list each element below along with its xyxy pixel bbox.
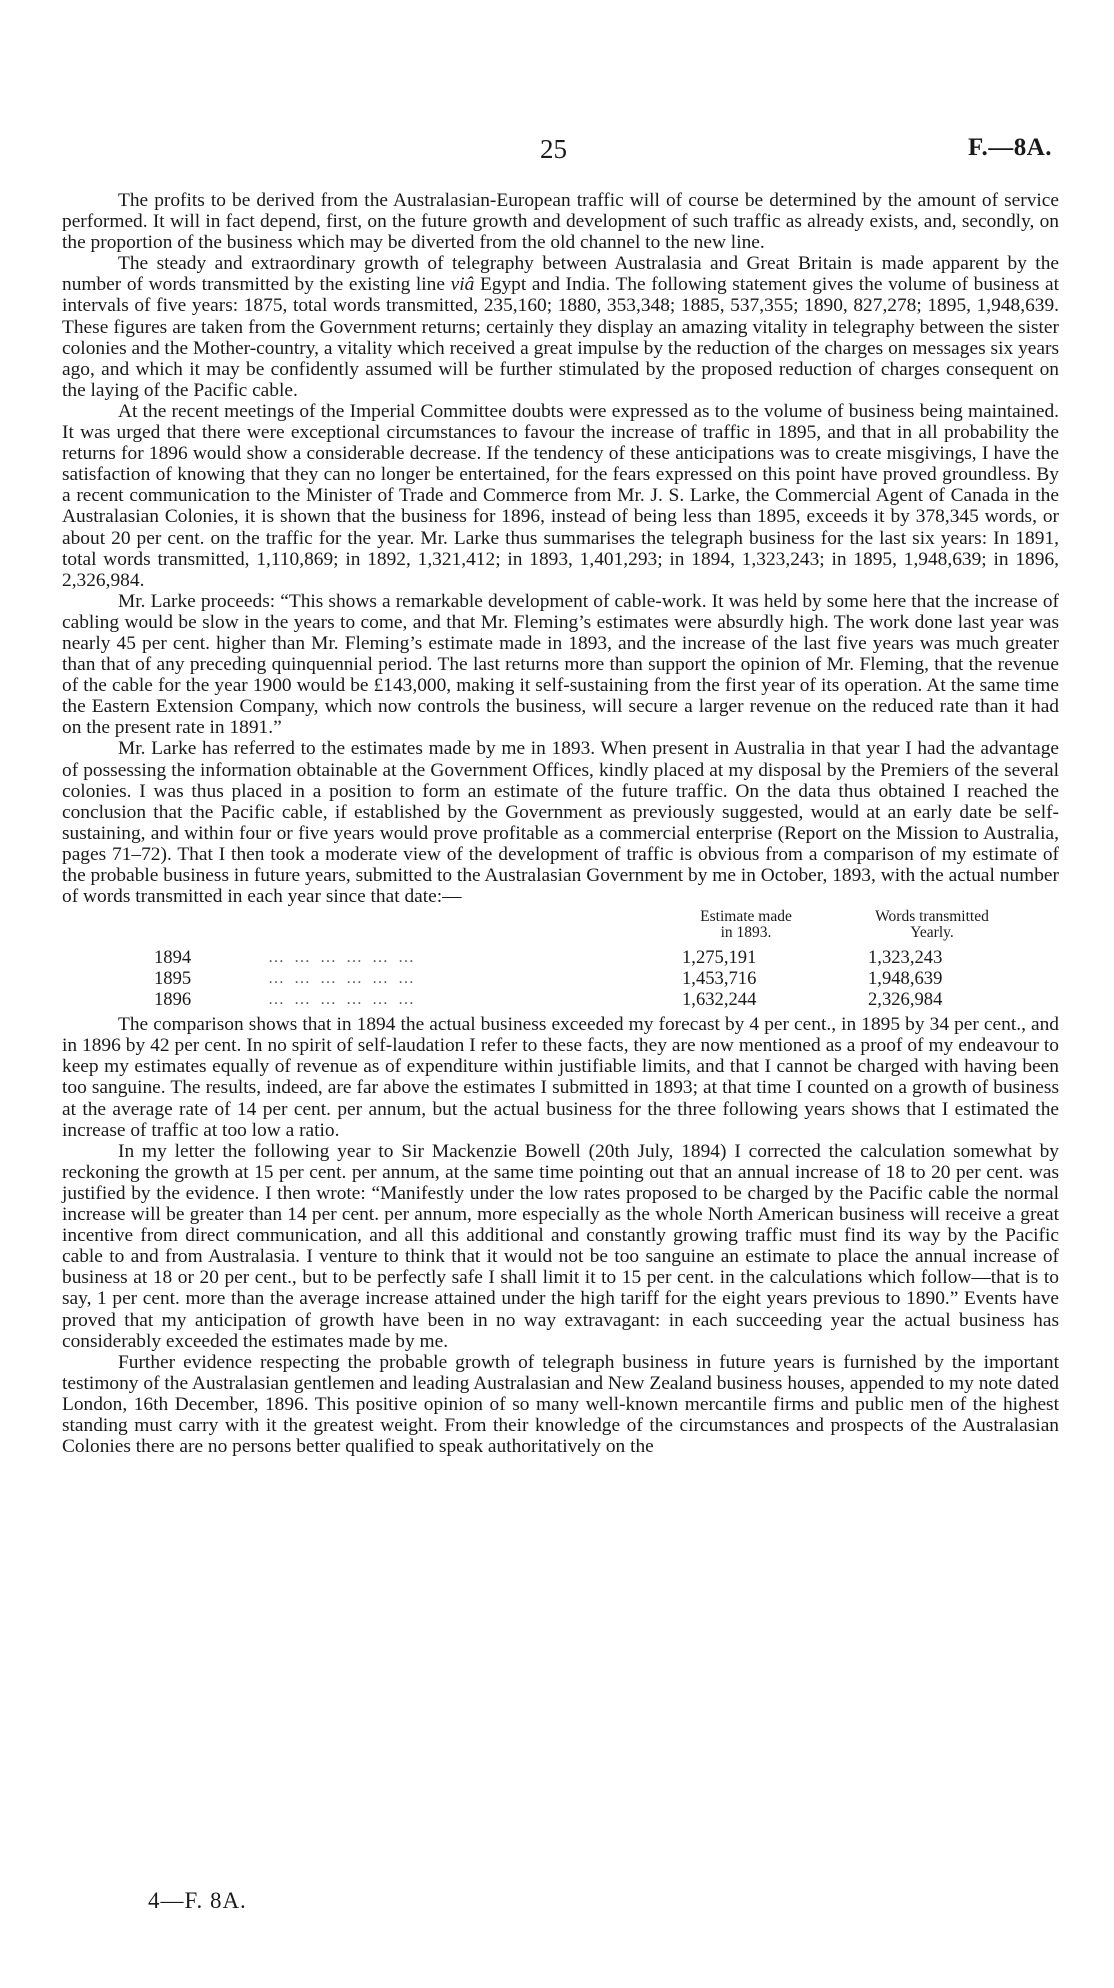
- table-header: [62, 909, 1059, 947]
- page-number: 25: [540, 134, 567, 164]
- row-estimate: 1,453,716: [682, 968, 757, 990]
- column-header-estimate: [656, 909, 836, 941]
- column-header-words-line1: Words transmitted: [875, 908, 989, 926]
- signature-mark: 4—F. 8A.: [148, 1888, 247, 1913]
- comparison-table: [62, 909, 1059, 1010]
- table-row: [62, 947, 1059, 968]
- paragraph-2-start: The steady and extraordinary growth of telegraphy between Australasia and Great Britain is made apparent by the number of words transmitted by the existing line: [62, 253, 1059, 296]
- dot-leader: … … … … … …: [268, 970, 417, 988]
- row-year: 1896: [154, 989, 192, 1011]
- paragraph-1: The profits to be derived from the Australasian-European traffic will of course be determined by the amount of service performed. It will in fact depend, first, on the future growth and development of such traffic as already exists, and, secondly, on the proportion of the business which may be diverted from the old channel to the new line.: [62, 190, 1059, 254]
- body-text: [62, 190, 1059, 1457]
- paragraph-2: [62, 253, 1059, 401]
- row-estimate: 1,275,191: [682, 947, 757, 969]
- column-header-words-line2: Yearly.: [910, 924, 954, 942]
- column-header-estimate-line1: Estimate made: [700, 908, 792, 926]
- table-row: [62, 968, 1059, 989]
- paragraph-3: At the recent meetings of the Imperial Committee doubts were expressed as to the volume of business being maintained. It was urged that there were exceptional circumstances to favour the increase of traffic in 1895, and that in all probability the returns for 1896 would show a considerable decrease. If the tendency of these anticipations was to create misgivings, I have the satisfaction of knowing that they can no longer be entertained, for the fears expressed on this point have proved groundless. By a recent communication to the Minister of Trade and Commerce from Mr. J. S. Larke, the Commercial Agent of Canada in the Australasian Colonies, it is shown that the business for 1896, instead of being less than 1895, exceeds it by 378,345 words, or about 20 per cent. on the traffic for the year. Mr. Larke thus summarises the telegraph business for the last six years: In 1891, total words transmitted, 1,110,869; in 1892, 1,321,412; in 1893, 1,401,293; in 1894, 1,323,243; in 1895, 1,948,639; in 1896, 2,326,984.: [62, 400, 1059, 591]
- row-words: 1,948,639: [868, 968, 943, 990]
- paragraph-6: The comparison shows that in 1894 the actual business exceeded my forecast by 4 per cent., in 1895 by 34 per cent., and in 1896 by 42 per cent. In no spirit of self-laudation I refer to these facts, they are now mentioned as a proof of my endeavour to keep my estimates equally of revenue as of expenditure within justifiable limits, and that I cannot be charged with having been too sanguine. The results, indeed, are far above the estimates I submitted in 1893; at that time I counted on a growth of business at the average rate of 14 per cent. per annum, but the actual business for the three following years shows that I estimated the increase of traffic at too low a ratio.: [62, 1014, 1059, 1141]
- paragraph-2-end: Egypt and India. The following statement gives the volume of business at intervals of five years: 1875, total words transmitted, 235,160; 1880, 353,348; 1885, 537,355; 1890, 827,278; 1895, 1,948,639. These figures are taken from the Government returns; certainly they display an amazing vitality in telegraphy between the sister colonies and the Mother-country, a vitality which received a great impulse by the reduction of the charges on messages six years ago, and which it may be confidently assumed will be further stimulated by the proposed reduction of charges consequent on the laying of the Pacific cable.: [62, 274, 1060, 401]
- row-estimate: 1,632,244: [682, 989, 757, 1011]
- paragraph-8: Further evidence respecting the probable growth of telegraph business in future years is furnished by the important testimony of the Australasian gentlemen and leading Australasian and New Zealand business houses, appended to my note dated London, 16th December, 1896. This positive opinion of so many well-known mercantile firms and public men of the highest standing must carry with it the greatest weight. From their knowledge of the circumstances and prospects of the Australasian Colonies there are no persons better qualified to speak authoritatively on the: [62, 1351, 1059, 1458]
- table-row: [62, 989, 1059, 1010]
- paragraph-5: Mr. Larke has referred to the estimates made by me in 1893. When present in Australia in that year I had the advantage of possessing the information obtainable at the Government Offices, kindly placed at my disposal by the Premiers of the several colonies. I was thus placed in a position to form an estimate of the future traffic. On the data thus obtained I reached the conclusion that the Pacific cable, if established by the Government as previously suggested, would at an early date be self-sustaining, and within four or five years would prove profitable as a commercial enterprise (Report on the Mission to Australia, pages 71–72). That I then took a moderate view of the development of traffic is obvious from a comparison of my estimate of the probable business in future years, submitted to the Australasian Government by me in October, 1893, with the actual number of words transmitted in each year since that date:—: [62, 738, 1059, 908]
- row-year: 1894: [154, 947, 192, 969]
- paragraph-4: Mr. Larke proceeds: “This shows a remarkable development of cable-work. It was held by some here that the increase of cabling would be slow in the years to come, and that Mr. Fleming’s estimates were absurdly high. The work done last year was nearly 45 per cent. higher than Mr. Fleming’s estimate made in 1893, and the increase of the last five years was much greater than that of any preceding quinquennial period. The last returns more than support the opinion of Mr. Fleming, that the revenue of the cable for the year 1900 would be £143,000, making it self-sustaining from the first year of its operation. At the same time the Eastern Extension Company, which now controls the business, will secure a larger revenue on the reduced rate than it had on the present rate in 1891.”: [62, 590, 1059, 739]
- row-words: 1,323,243: [868, 947, 943, 969]
- page-header: [0, 134, 1114, 170]
- document-reference: F.—8A.: [968, 134, 1053, 161]
- paragraph-2-italic: viâ: [450, 274, 475, 296]
- dot-leader: … … … … … …: [268, 949, 417, 967]
- paragraph-7: In my letter the following year to Sir Mackenzie Bowell (20th July, 1894) I corrected the calculation somewhat by reckoning the growth at 15 per cent. per annum, at the same time pointing out that an annual increase of 18 to 20 per cent. was justified by the evidence. I then wrote: “Manifestly under the low rates proposed to be charged by the Pacific cable the normal increase will be greater than 14 per cent. per annum, more especially as the whole North American business will receive a great incentive from direct communication, and all this additional and constantly growing traffic must find its way by the Pacific cable to and from Australasia. I venture to think that it would not be too sanguine an estimate to place the annual increase of business at 18 or 20 per cent., but to be perfectly safe I shall limit it to 15 per cent. in the calculations which follow—that is to say, 1 per cent. more than the average increase attained under the high tariff for the eight years previous to 1890.” Events have proved that my anticipation of growth have been in no way extravagant: in each succeeding year the actual business has considerably exceeded the estimates made by me.: [62, 1140, 1059, 1352]
- dot-leader: … … … … … …: [268, 991, 417, 1009]
- column-header-words: [832, 909, 1032, 941]
- row-words: 2,326,984: [868, 989, 943, 1011]
- row-year: 1895: [154, 968, 192, 990]
- column-header-estimate-line2: in 1893.: [720, 924, 772, 942]
